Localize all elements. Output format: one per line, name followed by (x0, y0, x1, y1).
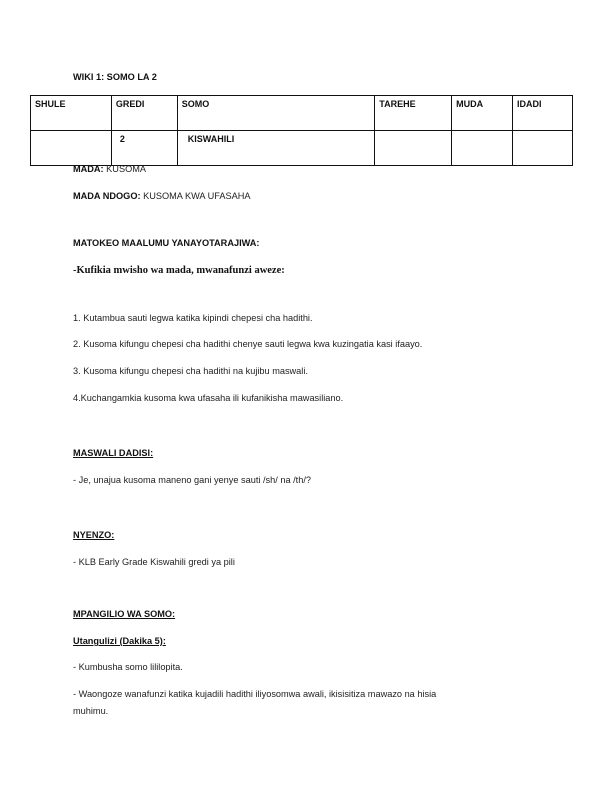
mada-value: KUSOMA (103, 164, 146, 174)
cell-shule (31, 131, 112, 166)
question-item: - Je, unajua kusoma maneno gani yenye sauti /sh/ na /th/? (73, 475, 312, 485)
header-cell: SOMO (177, 96, 375, 131)
cell-somo: KISWAHILI (177, 131, 375, 166)
table-row (31, 131, 573, 166)
cell-idadi (513, 131, 573, 166)
cell-muda (452, 131, 513, 166)
table-header-row (31, 96, 573, 131)
header-cell: TAREHE (375, 96, 452, 131)
outcome-item: 3. Kusoma kifungu chepesi cha hadithi na kujibu maswali. (73, 366, 308, 376)
lesson-info-table (30, 95, 573, 166)
outcome-item: 2. Kusoma kifungu chepesi cha hadithi chenye sauti legwa kwa kuzingatia kasi ifaayo. (73, 339, 423, 349)
plan-item: - Waongoze wanafunzi katika kujadili hadithi iliyosomwa awali, ikisisitiza mawazo na hisia (73, 689, 437, 699)
outcome-item: 4.Kuchangamkia kusoma kwa ufasaha ili kufanikisha mawasiliano. (73, 393, 344, 403)
questions-heading: MASWALI DADISI: (73, 448, 154, 458)
cell-gredi: 2 (111, 131, 177, 166)
outcomes-intro: -Kufikia mwisho wa mada, mwanafunzi aweze: (73, 265, 285, 276)
cell-tarehe (375, 131, 452, 166)
mada-label: MADA: (73, 164, 104, 174)
mada-ndogo-label: MADA NDOGO: (73, 191, 141, 201)
resource-item: - KLB Early Grade Kiswahili gredi ya pili (73, 557, 235, 567)
plan-item-continued: muhimu. (73, 706, 109, 716)
header-cell: IDADI (513, 96, 573, 131)
plan-item: - Kumbusha somo lililopita. (73, 662, 183, 672)
outcome-item: 1. Kutambua sauti legwa katika kipindi chepesi cha hadithi. (73, 313, 313, 323)
header-cell: GREDI (111, 96, 177, 131)
mada-ndogo-line (73, 191, 250, 201)
week-lesson-title: WIKI 1: SOMO LA 2 (73, 72, 157, 82)
resources-heading: NYENZO: (73, 530, 115, 540)
mada-ndogo-value: KUSOMA KWA UFASAHA (140, 191, 251, 201)
mada-line (73, 164, 146, 174)
outcomes-heading: MATOKEO MAALUMU YANAYOTARAJIWA: (73, 238, 260, 248)
plan-subheading: Utangulizi (Dakika 5): (73, 636, 166, 646)
header-cell: MUDA (452, 96, 513, 131)
plan-heading: MPANGILIO WA SOMO: (73, 609, 176, 619)
header-cell: SHULE (31, 96, 112, 131)
